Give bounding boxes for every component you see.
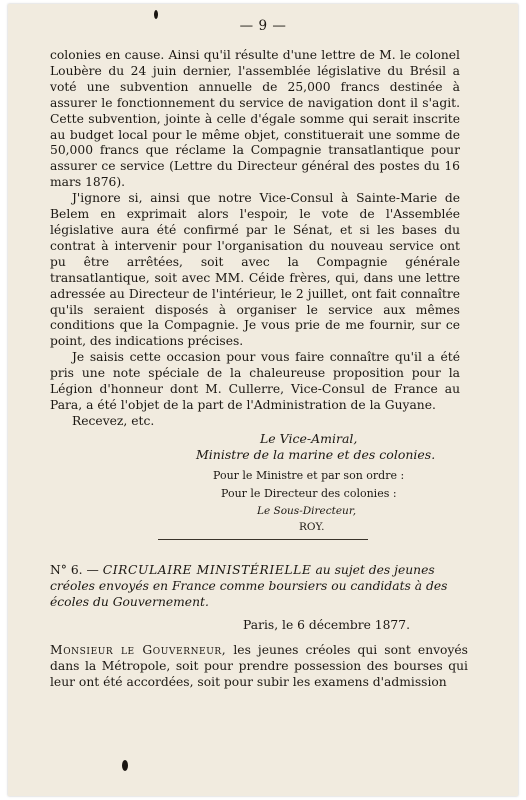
circular-date: Paris, le 6 décembre 1877. bbox=[243, 618, 410, 632]
closing-line: Recevez, etc. bbox=[72, 413, 155, 428]
circular-number: N° 6. — bbox=[50, 563, 99, 577]
ink-blot-bottom bbox=[122, 760, 128, 771]
page-number: — 9 — bbox=[239, 18, 287, 34]
signature-order: Pour le Ministre et par son ordre : bbox=[213, 469, 405, 482]
document-page bbox=[8, 4, 518, 796]
signature-director: Pour le Directeur des colonies : bbox=[221, 487, 397, 500]
paragraph-3: Je saisis cette occasion pour vous faire connaître qu'il a été pris une note spéciale de la chaleureuse proposition pour la Légion d'honneur dont M. Cullerre, Vice-Consul de France au Para, a été l'objet de la part de l'Administration de la Guyane. bbox=[50, 350, 460, 412]
signature-role: Ministre de la marine et des colonies. bbox=[196, 447, 436, 462]
paragraph-1: colonies en cause. Ainsi qu'il résulte d'une lettre de M. le colonel Loubère du 24 juin dernier, l'assemblée législative du Brésil a voté une subvention annuelle de 25,000 francs destinée à assurer le fonctionnement du service de navigation dont il s'agit. Cette subvention, jointe à celle d'égale somme qui serait inscrite au budget local pour le même objet, constituerait une somme de 50,000 francs que réclame la Compagnie transatlantique pour assurer ce service (Lettre du Directeur général des postes du 16 mars 1876). bbox=[50, 48, 460, 190]
circular-body bbox=[50, 642, 468, 690]
letter-body bbox=[50, 48, 460, 430]
salutation: Monsieur le Gouverneur, bbox=[50, 643, 227, 657]
circular-opening: les jeunes créoles qui sont envoyés dans la Métropole, soit pour prendre possession des bourses qui leur ont été accordées, soit pour subir les examens d'admission bbox=[50, 643, 468, 689]
section-divider bbox=[158, 539, 368, 540]
signature-name: ROY. bbox=[299, 521, 325, 533]
paragraph-2: J'ignore si, ainsi que notre Vice-Consul à Sainte-Marie de Belem en exprimait alors l'espoir, le vote de l'Assemblée législative aura été confirmé par le Sénat, et si les bases du contrat à intervenir pour l'organisation du nouveau service ont pu être arrêtées, soit avec la Compagnie générale transatlantique, soit avec MM. Céide frères, qui, dans une lettre adressée au Directeur de l'intérieur, le 2 juillet, ont fait connaître qu'ils seraient disposés à organiser le service aux mêmes conditions que la Compagnie. Je vous prie de me fournir, sur ce point, des indications précises. bbox=[50, 191, 460, 349]
signature-title: Le Vice-Amiral, bbox=[260, 431, 358, 446]
signature-sous-directeur: Le Sous-Directeur, bbox=[257, 505, 357, 517]
circular-heading bbox=[50, 563, 470, 610]
circular-subject: au sujet des jeunes créoles envoyés en France comme boursiers ou candidats à des écoles du Gouvernement. bbox=[50, 563, 448, 609]
circular-title: CIRCULAIRE MINISTÉRIELLE bbox=[102, 563, 312, 577]
